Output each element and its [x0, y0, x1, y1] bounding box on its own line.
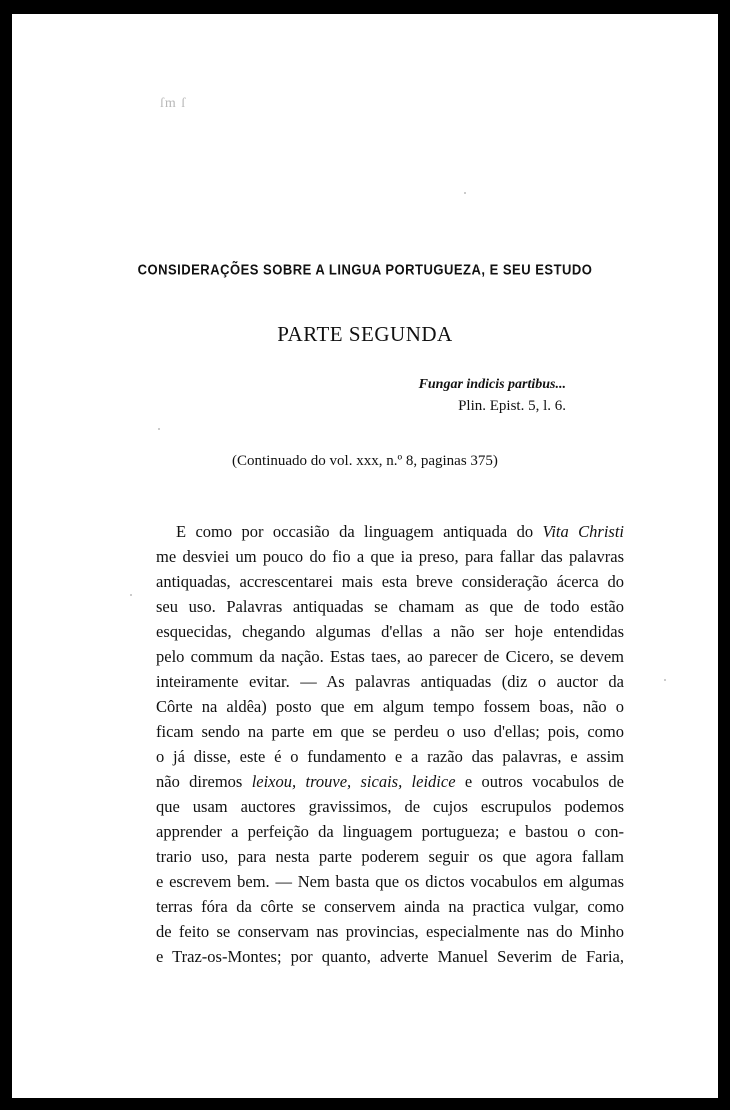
text-line: seu uso. Palavras antiquadas se chamam as que de todo estão	[156, 597, 624, 616]
text-line: me desviei um pouco do fio a que ia preso, para fallar das palavras	[156, 547, 624, 566]
epigraph-quote: Fungar indicis partibus...	[418, 377, 566, 392]
text-line: esquecidas, chegando algumas d'ellas a não ser hoje entendidas	[156, 622, 624, 641]
scan-speck	[158, 428, 160, 430]
text-line: antiquadas, accrescentarei mais esta breve consideração ácerca do	[156, 572, 624, 591]
scan-speck	[464, 192, 466, 194]
body-paragraph	[156, 519, 624, 969]
text-line: e Traz-os-Montes; por quanto, adverte Manuel Severim de Faria,	[156, 947, 624, 966]
article-title: CONSIDERAÇÕES SOBRE A LINGUA PORTUGUEZA, E SEU ESTUDO	[137, 260, 593, 279]
text-line: terras fóra da côrte se conservem ainda na practica vulgar, como	[156, 897, 624, 916]
text-line: inteiramente evitar. — As palavras antiquadas (diz o auctor da	[156, 672, 624, 691]
italic-words: leixou, trouve, sicais, leidice	[251, 772, 456, 791]
scan-speck	[130, 594, 132, 596]
epigraph-source: Plin. Epist. 5, l. 6.	[458, 398, 566, 414]
text-line: apprender a perfeição da linguagem portugueza; e bastou o con-	[156, 822, 624, 841]
continuation-note: (Continuado do vol. xxx, n.º 8, paginas 375)	[232, 453, 498, 469]
text-line: e escrevem bem. — Nem basta que os dictos vocabulos em algumas	[156, 872, 624, 891]
text-line: de feito se conservam nas provincias, especialmente nas do Minho	[156, 922, 624, 941]
italic-title: Vita Christi	[542, 522, 624, 541]
text-line: ficam sendo na parte em que se perdeu o uso d'ellas; pois, como	[156, 722, 624, 741]
part-heading: PARTE SEGUNDA	[277, 322, 453, 346]
text-line: trario uso, para nesta parte poderem seguir os que agora fallam	[156, 847, 624, 866]
text-line: que usam auctores gravissimos, de cujos escrupulos podemos	[156, 797, 624, 816]
text-line: E como por occasião da linguagem antiquada do Vita Christi	[176, 522, 624, 541]
page-mark: ſm ſ	[160, 96, 187, 111]
text-line: o já disse, este é o fundamento e a razão das palavras, e assim	[156, 747, 624, 766]
scan-speck	[664, 679, 666, 681]
text-line: Côrte na aldêa) posto que em algum tempo fossem boas, não o	[156, 697, 624, 716]
epigraph	[419, 375, 566, 417]
document-page	[12, 14, 718, 1098]
text-line: pelo commum da nação. Estas taes, ao parecer de Cicero, se devem	[156, 647, 624, 666]
text-line: não diremos leixou, trouve, sicais, leidice e outros vocabulos de	[156, 772, 624, 791]
